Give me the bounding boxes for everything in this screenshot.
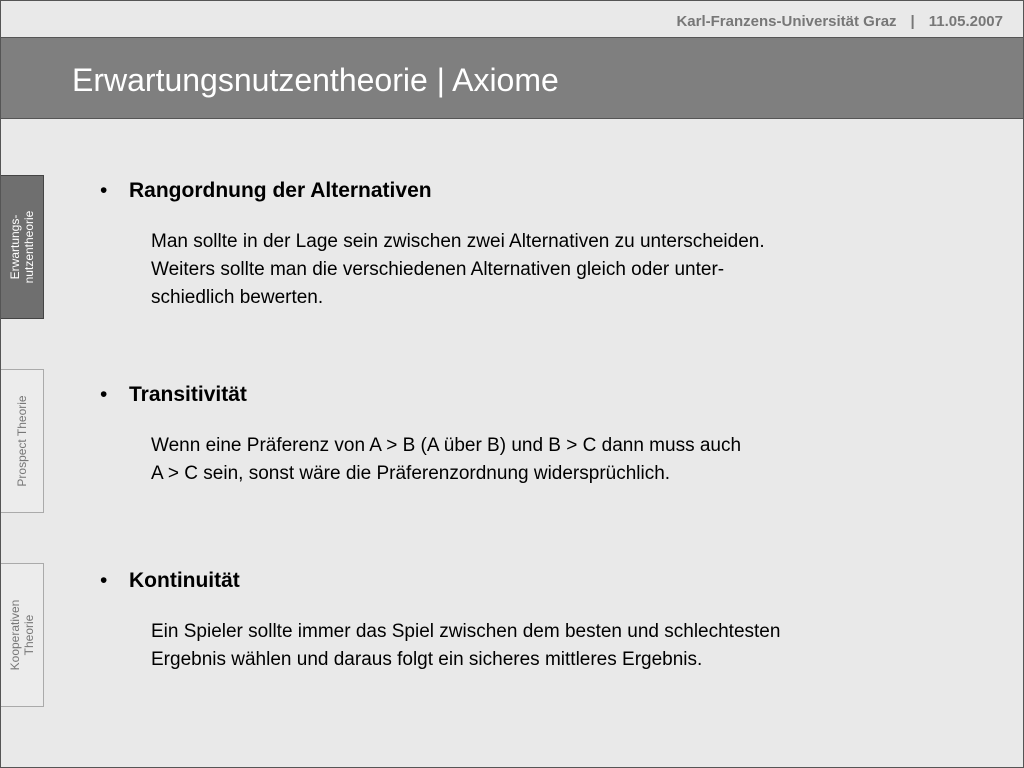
bullet-body-line: Man sollte in der Lage sein zwischen zwei Alternativen zu unterscheiden.	[151, 231, 765, 252]
bullet-body-line: Wenn eine Präferenz von A > B (A über B) und B > C dann muss auch	[151, 435, 742, 456]
bullet-heading	[100, 383, 960, 407]
bullet-body-line: Weiters sollte man die verschiedenen Alternativen gleich oder unter-	[151, 259, 725, 280]
bullet-body-line: schiedlich bewerten.	[151, 287, 324, 308]
bullet-dot: •	[100, 569, 108, 592]
bullet-body	[151, 228, 960, 312]
side-tab-label-line1: Prospect Theorie	[15, 395, 29, 487]
header-meta	[676, 13, 1003, 30]
header-date: 11.05.2007	[928, 13, 1003, 30]
university-name: Karl-Franzens-Universität Graz	[676, 13, 897, 30]
side-tab-label-line1: Erwartungs-	[8, 214, 22, 280]
bullet-heading	[100, 179, 960, 203]
bullet-kontinuitaet	[100, 569, 960, 674]
side-tab-label	[15, 395, 29, 486]
bullet-heading-text: Kontinuität	[129, 569, 240, 592]
bullet-heading	[100, 569, 960, 593]
bullet-body-line: Ergebnis wählen und daraus folgt ein sicheres mittleres Ergebnis.	[151, 649, 703, 670]
header-separator: |	[910, 13, 915, 30]
side-tab-label-line1: Kooperativen	[8, 599, 22, 671]
side-tab-label-line2: Theorie	[22, 614, 36, 656]
bullet-body	[151, 618, 960, 674]
bullet-body-line: Ein Spieler sollte immer das Spiel zwischen dem besten und schlechtesten	[151, 621, 781, 642]
side-tab-label-line2: nutzentheorie	[22, 210, 36, 284]
slide-title: Erwartungsnutzentheorie | Axiome	[72, 62, 559, 98]
side-tab-erwartungsnutzentheorie[interactable]	[1, 175, 44, 319]
side-tab-kooperativen-theorie[interactable]	[1, 563, 44, 707]
side-tab-label	[8, 600, 36, 671]
header-bar	[1, 1, 1023, 38]
side-tab-label	[8, 211, 36, 284]
bullet-dot: •	[100, 383, 108, 406]
bullet-dot: •	[100, 179, 108, 202]
bullet-body-line: A > C sein, sonst wäre die Präferenzordnung widersprüchlich.	[151, 463, 671, 484]
bullet-heading-text: Rangordnung der Alternativen	[129, 179, 432, 202]
bullet-body	[151, 432, 960, 488]
side-tab-prospect-theorie[interactable]	[1, 369, 44, 513]
bullet-transitivitaet	[100, 383, 960, 488]
bullet-rangordnung	[100, 179, 960, 312]
title-bar	[1, 38, 1023, 119]
bullet-heading-text: Transitivität	[129, 383, 247, 406]
